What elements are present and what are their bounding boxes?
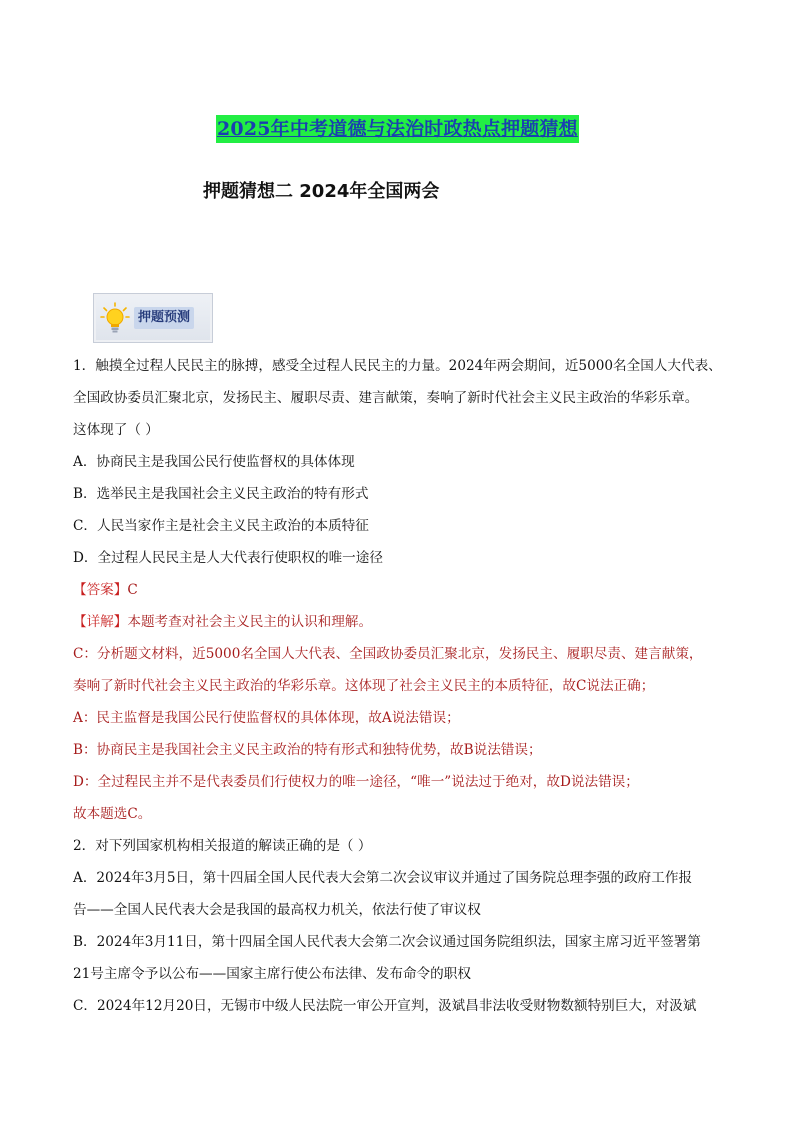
q2-option-a-line-1: A．2024年3月5日，第十四届全国人民代表大会第二次会议审议并通过了国务院总理李强的政府工作报 (73, 870, 693, 886)
detail-intro: 本题考查对社会主义民主的认识和理解。 (127, 614, 373, 630)
lightbulb-icon (100, 302, 130, 336)
q1-analysis-line: B：协商民主是我国社会主义民主政治的特有形式和独特优势，故B说法错误； (73, 742, 542, 758)
q2-option-a-line-2: 告——全国人民代表大会是我国的最高权力机关，依法行使了审议权 (73, 902, 481, 918)
q1-analysis-line: C：分析题文材料，近5000名全国人大代表、全国政协委员汇聚北京，发扬民主、履职尽责、建言献策， (73, 646, 703, 662)
q1-analysis-line: A：民主监督是我国公民行使监督权的具体体现，故A说法错误； (73, 710, 460, 726)
q2-option-c-line-1: C．2024年12月20日，无锡市中级人民法院一审公开宣判，汲斌昌非法收受财物数额特别巨大，对汲斌 (73, 998, 697, 1014)
q2-stem: 2．对下列国家机构相关报道的解读正确的是（ ） (73, 838, 372, 854)
q1-analysis-line: 奏响了新时代社会主义民主政治的华彩乐章。这体现了社会主义民主的本质特征，故C说法正确； (73, 678, 655, 694)
q1-conclusion: 故本题选C。 (73, 806, 152, 822)
q1-detail (73, 613, 723, 631)
q1-option-b: B．选举民主是我国社会主义民主政治的特有形式 (73, 486, 369, 502)
q1-option-c: C．人民当家作主是社会主义民主政治的本质特征 (73, 518, 369, 534)
section-subtitle: 押题猜想二 2024年全国两会 (203, 181, 440, 202)
q1-stem-line-3: 这体现了（ ） (73, 422, 159, 438)
q1-answer (73, 581, 723, 599)
answer-tag: 【答案】 (73, 582, 128, 598)
answer-value: C (127, 582, 138, 598)
q2-option-b-line-1: B．2024年3月11日，第十四届全国人民代表大会第二次会议通过国务院组织法，国家主席习近平签署第 (73, 934, 701, 950)
q1-option-d: D．全过程人民民主是人大代表行使职权的唯一途径 (73, 550, 383, 566)
q1-analysis-line: D：全过程民主并不是代表委员们行使权力的唯一途径，“唯一”说法过于绝对，故D说法错误； (73, 774, 639, 790)
q1-option-a: A．协商民主是我国公民行使监督权的具体体现 (73, 454, 355, 470)
q2-option-b-line-2: 21号主席令予以公布——国家主席行使公布法律、发布命令的职权 (73, 966, 471, 982)
prediction-badge (93, 293, 213, 343)
q1-stem-line-1: 1．触摸全过程人民民主的脉搏，感受全过程人民民主的力量。2024年两会期间，近5000名全国人大代表、 (73, 358, 722, 374)
detail-tag: 【详解】 (73, 614, 128, 630)
badge-label: 押题预测 (134, 307, 194, 329)
q1-stem-line-2: 全国政协委员汇聚北京，发扬民主、履职尽责、建言献策，奏响了新时代社会主义民主政治的华彩乐章。 (73, 390, 699, 406)
document-title: 2025年中考道德与法治时政热点押题猜想 (216, 115, 579, 143)
